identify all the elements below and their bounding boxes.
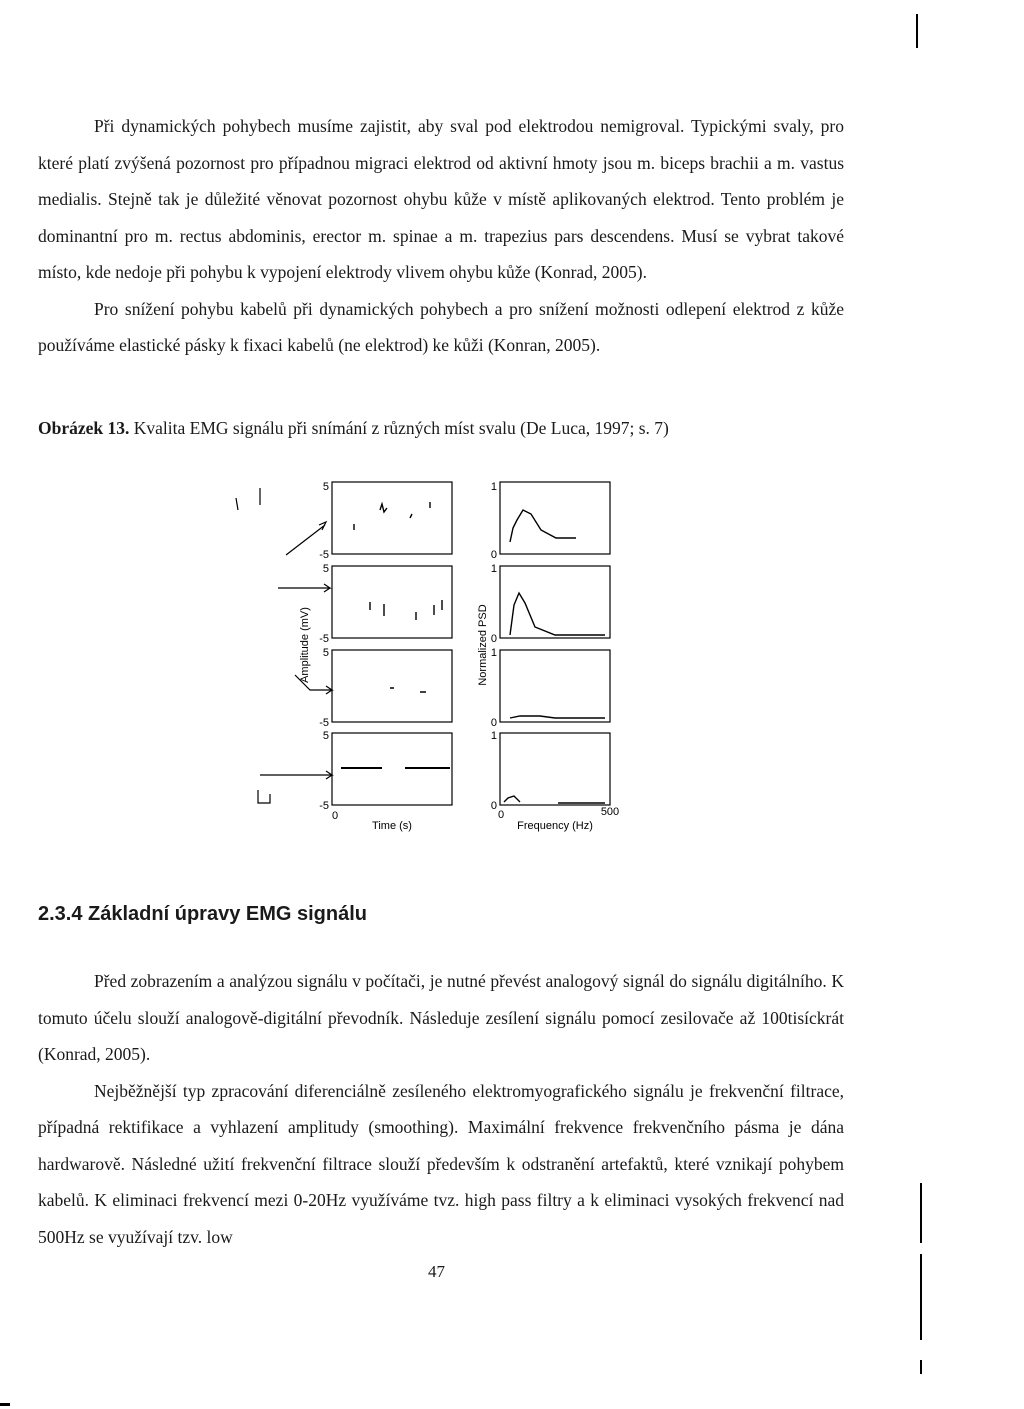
- emg-figure: [220, 470, 640, 840]
- psd-trace-3: [510, 716, 605, 718]
- freq-tick-label: 0: [497, 809, 505, 821]
- psd-trace-2: [510, 593, 605, 635]
- psd-tick-label: 0: [490, 717, 497, 729]
- amp-tick-label: 5: [322, 563, 329, 575]
- time-panel-1: [332, 482, 452, 554]
- amp-tick-label: -5: [319, 717, 329, 729]
- figure-caption-text: Kvalita EMG signálu při snímání z různých míst svalu (De Luca, 1997; s. 7): [129, 418, 669, 438]
- psd-panel-3: [500, 650, 610, 722]
- page-number: 47: [428, 1262, 445, 1281]
- psd-tick-label: 0: [490, 800, 497, 812]
- time-axis-label: Time (s): [372, 820, 412, 832]
- psd-panel-2: [500, 566, 610, 638]
- body-text-bottom: [38, 963, 844, 1255]
- psd-tick-label: 0: [490, 633, 497, 645]
- emg-trace-1: [354, 502, 430, 530]
- psd-tick-label: 1: [490, 563, 497, 575]
- psd-tick-label: 1: [490, 730, 497, 742]
- amp-tick-label: -5: [319, 800, 329, 812]
- time-axis-zero: 0: [331, 810, 339, 822]
- amp-tick-label: 5: [322, 730, 329, 742]
- amp-tick-label: 5: [322, 647, 329, 659]
- arrow-2: [278, 584, 330, 592]
- margin-mark: [916, 14, 918, 48]
- frequency-axis-label: Frequency (Hz): [517, 820, 593, 832]
- emg-trace-2: [370, 600, 442, 620]
- section-heading: 2.3.4 Základní úpravy EMG signálu: [38, 903, 367, 925]
- margin-mark: [920, 1183, 922, 1243]
- amp-tick-label: -5: [319, 549, 329, 561]
- freq-tick-label: 500: [600, 806, 620, 818]
- amp-tick-label: 5: [322, 481, 329, 493]
- emg-trace-3: [390, 688, 426, 692]
- psd-trace-1: [510, 510, 576, 542]
- body-text-top: [38, 108, 844, 364]
- paragraph-4: Nejběžnější typ zpracování diferenciálně zesíleného elektromyografického signálu je frekvenční filtrace, případná rektifikace a vyhlazení amplitudy (smoothing). Maximální frekvence frekvenčního pásma je dána hardwarově. Následné užití frekvenční filtrace slouží především k odstranění artefaktů, které vznikají pohybem kabelů. K eliminaci frekvencí mezi 0-20Hz využíváme tvz. high pass filtry a k eliminaci vysokých frekvencí nad 500Hz se využívají tzv. low: [38, 1080, 844, 1247]
- arrow-4: [260, 771, 332, 779]
- margin-mark: [920, 1360, 922, 1374]
- psd-tick-label: 1: [490, 481, 497, 493]
- psd-axis-label: Normalized PSD: [477, 604, 489, 686]
- time-panel-2: [332, 566, 452, 638]
- paragraph-3: Před zobrazením a analýzou signálu v počítači, je nutné převést analogový signál do signálu digitálního. K tomuto účelu slouží analogově-digitální převodník. Následuje zesílení signálu pomocí zesilovače až 100tisíckrát (Konrad, 2005).: [38, 971, 844, 1064]
- psd-tick-label: 1: [490, 647, 497, 659]
- psd-panel-1: [500, 482, 610, 554]
- amp-tick-label: -5: [319, 633, 329, 645]
- psd-panel-4: [500, 733, 610, 805]
- psd-trace-4: [504, 796, 605, 803]
- time-panel-3: [332, 650, 452, 722]
- figure-caption: [38, 418, 669, 439]
- paragraph-1: Při dynamických pohybech musíme zajistit, aby sval pod elektrodou nemigroval. Typickými svaly, pro které platí zvýšená pozornost pro případnou migraci elektrod od aktivní hmoty jsou m. biceps brachii a m. vastus medialis. Stejně tak je důležité věnovat pozornost ohybu kůže v místě aplikovaných elektrod. Tento problém je dominantní pro m. rectus abdominis, erector m. spinae a m. trapezius pars descendens. Musí se vybrat takové místo, kde nedoje při pohybu k vypojení elektrody vlivem ohybu kůže (Konrad, 2005).: [38, 116, 844, 282]
- paragraph-2: Pro snížení pohybu kabelů při dynamických pohybech a pro snížení možnosti odlepení elektrod z kůže používáme elastické pásky k fixaci kabelů (ne elektrod) ke kůži (Konran, 2005).: [38, 298, 844, 355]
- psd-tick-label: 0: [490, 549, 497, 561]
- margin-mark: [0, 1403, 10, 1406]
- figure-caption-label: Obrázek 13.: [38, 418, 130, 438]
- margin-mark: [920, 1254, 922, 1340]
- amplitude-axis-label: Amplitude (mV): [299, 607, 311, 683]
